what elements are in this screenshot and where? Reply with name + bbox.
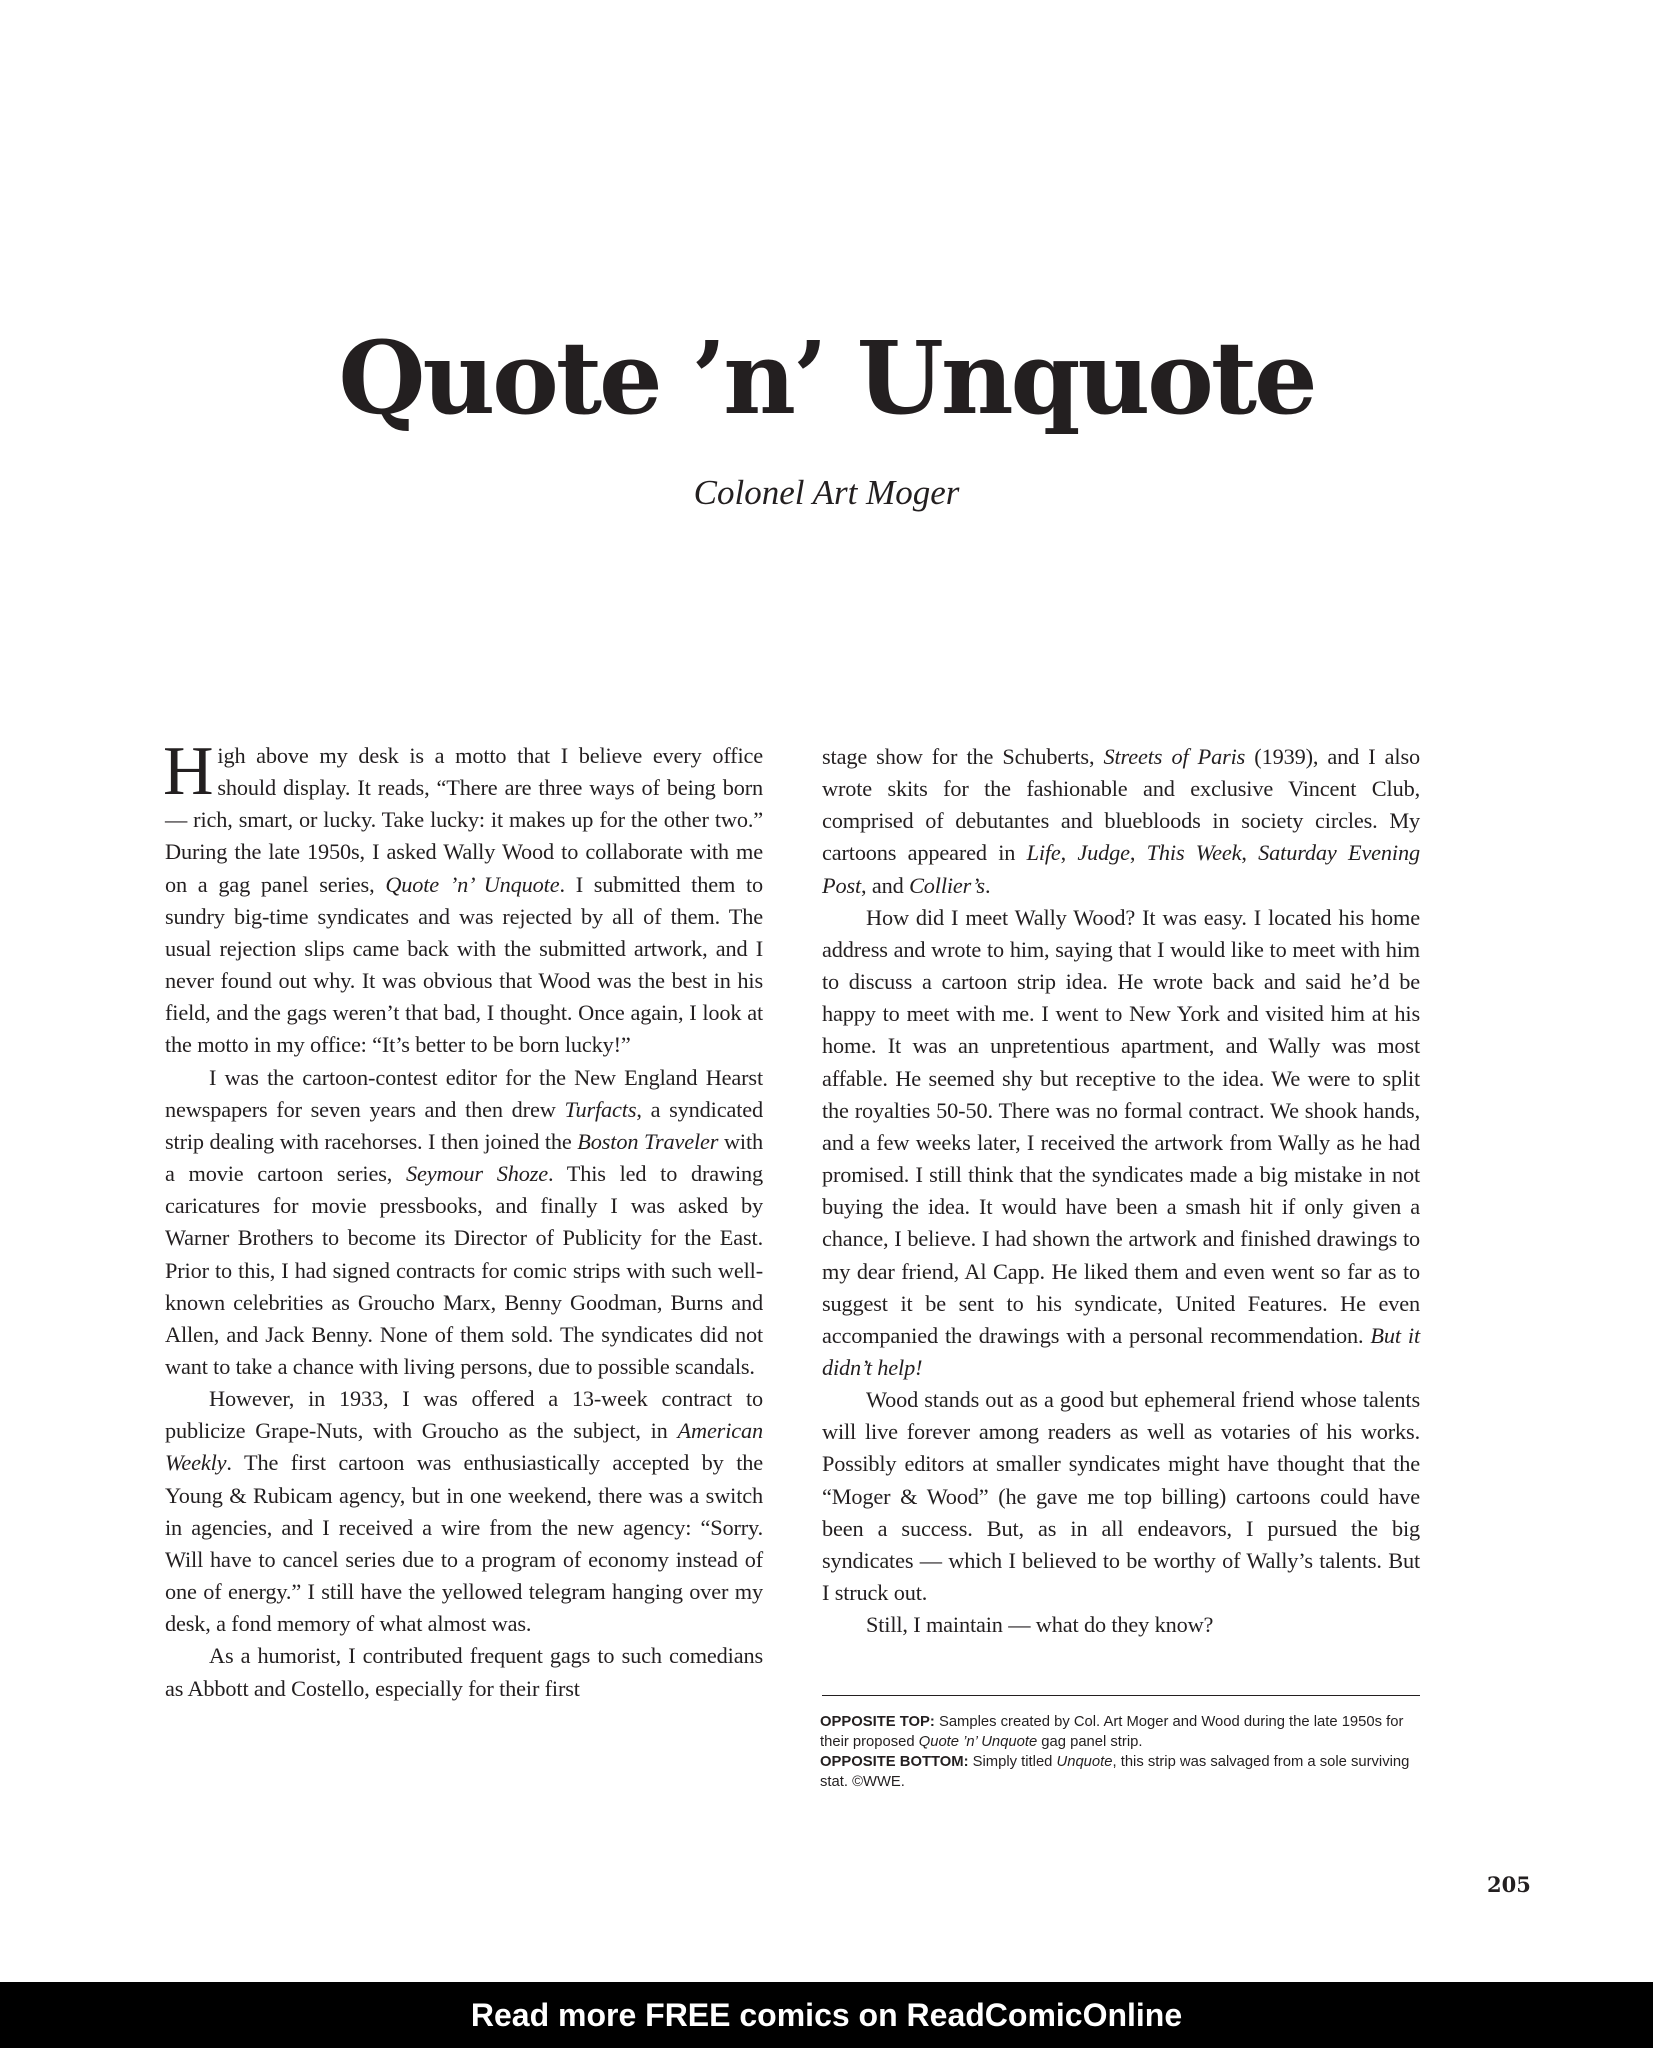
caption-text: Simply titled bbox=[968, 1754, 1057, 1770]
paragraph-text: , bbox=[1241, 840, 1259, 866]
article-paragraph bbox=[822, 741, 1420, 902]
article-paragraph bbox=[165, 1383, 763, 1640]
paragraph-text: stage show for the Schuberts, bbox=[822, 744, 1104, 769]
caption-top bbox=[820, 1712, 1420, 1752]
italic-emphasis: But it didn’t help! bbox=[822, 1322, 1421, 1380]
paragraph-text: Still, I maintain — what do they know? bbox=[866, 1612, 1214, 1638]
paragraph-text: However, in 1933, I was offered a 13-week contract to publicize Grape-Nuts, with Groucho as the subject, in bbox=[165, 1386, 763, 1444]
caption-label: OPPOSITE BOTTOM: bbox=[820, 1754, 969, 1770]
caption-text: Samples created by Col. Art Moger and Wood during the late 1950s for their proposed bbox=[820, 1714, 1404, 1750]
paragraph-text: How did I meet Wally Wood? It was easy. I located his home address and wrote to him, saying that I would like to meet with him to discuss a cartoon strip idea. He wrote back and said he’d be happy to meet with me. I went to New York and visited him at his home. It was an unpretentious apartment, and Wally was most affable. He seemed shy but receptive to the idea. We were to split the royalties 50-50. There was no formal contract. We shook hands, and a few weeks later, I received the artwork from Wally as he had promised. I still think that the syndicates made a big mistake in not buying the idea. It would have been a smash hit if only given a chance, I believe. I had shown the artwork and finished drawings to my dear friend, Al Capp. He liked them and even went so far as to suggest it be sent to his syndicate, United Features. He even accompanied the drawings with a personal recommendation. bbox=[822, 904, 1420, 1348]
italic-title: Judge bbox=[1077, 840, 1130, 866]
paragraph-text: , a syndicated strip dealing with racehorses. I then joined the bbox=[165, 1096, 763, 1154]
paragraph-text: with a movie cartoon series, bbox=[165, 1128, 763, 1187]
drop-cap: H bbox=[163, 733, 214, 810]
article-paragraph bbox=[822, 1609, 1420, 1641]
italic-title: Saturday Evening Post bbox=[822, 840, 1420, 898]
promo-banner[interactable] bbox=[0, 1982, 1653, 2048]
article-paragraph bbox=[165, 1640, 763, 1704]
italic-title: Streets of Paris bbox=[1103, 744, 1246, 769]
paragraph-text: Wood stands out as a good but ephemeral friend whose talents will live forever among readers as well as votaries of his works. Possibly editors at smaller syndicates might have thought that the “Moger & Wood” (he gave me top billing) cartoons could have been a success. But, as in all endeavors, I pursued the big syndicates — which I believed to be worthy of Wally’s talents. But I struck out. bbox=[822, 1387, 1420, 1606]
paragraph-text: igh above my desk is a motto that I believe every office should display. It reads, “There are three ways of being born — rich, smart, or lucky. Take lucky: it makes up for the other two.” During the late 1950s, I asked Wally Wood to collaborate with me on a gag panel series, bbox=[165, 743, 763, 897]
paragraph-text: . The first cartoon was enthusiastically accepted by the Young & Rubicam agency, but in one weekend, there was a switch in agencies, and I received a wire from the new agency: “Sorry. Will have to cancel series due to a program of economy instead of one of energy.” I still have the yellowed telegram hanging over my desk, a fond memory of what almost was. bbox=[165, 1450, 763, 1637]
caption-italic: Unquote bbox=[1056, 1754, 1113, 1770]
article-paragraph bbox=[163, 733, 763, 1062]
italic-title: American Weekly bbox=[165, 1418, 763, 1476]
paragraph-text: (1939), and I also wrote skits for the fashionable and exclusive Vincent Club, comprised of debutantes and bluebloods in society circles. My cartoons appeared in bbox=[822, 744, 1420, 866]
italic-title: Quote ’n’ Unquote bbox=[385, 871, 560, 897]
image-caption bbox=[820, 1712, 1420, 1792]
caption-italic: Quote ’n’ Unquote bbox=[918, 1734, 1038, 1750]
paragraph-text: As a humorist, I contributed frequent gags to such comedians as Abbott and Costello, especially for their first bbox=[165, 1643, 763, 1701]
article-paragraph bbox=[822, 1384, 1420, 1609]
paragraph-text: I was the cartoon-contest editor for the New England Hearst newspapers for seven years and then drew bbox=[165, 1064, 763, 1122]
caption-divider bbox=[822, 1695, 1420, 1696]
italic-title: Life bbox=[1026, 840, 1061, 866]
caption-text: gag panel strip. bbox=[1037, 1734, 1143, 1750]
paragraph-text: , bbox=[1129, 840, 1147, 866]
caption-label: OPPOSITE TOP: bbox=[820, 1714, 935, 1730]
article-column-left bbox=[163, 733, 763, 1705]
article-paragraph bbox=[822, 902, 1420, 1384]
paragraph-text: . bbox=[984, 872, 991, 898]
article-paragraph bbox=[165, 1062, 763, 1384]
page-number: 205 bbox=[1487, 1872, 1531, 1897]
italic-title: Seymour Shoze bbox=[405, 1161, 548, 1187]
caption-bottom bbox=[820, 1752, 1420, 1792]
article-column-right bbox=[822, 741, 1420, 1641]
italic-title: Turfacts bbox=[564, 1096, 637, 1122]
article-title: Quote ’n’ Unquote bbox=[338, 319, 1315, 437]
paragraph-text: , bbox=[1060, 840, 1078, 866]
paragraph-text: . This led to drawing caricatures for movie pressbooks, and finally I was asked by Warner Brothers to become its Director of Publicity for the East. Prior to this, I had signed contracts for comic strips with such well-known celebrities as Groucho Marx, Benny Goodman, Burns and Allen, and Jack Benny. None of them sold. The syndicates did not want to take a chance with living persons, due to possible scandals. bbox=[165, 1161, 763, 1379]
italic-title: Boston Traveler bbox=[577, 1128, 719, 1154]
promo-banner-text[interactable]: Read more FREE comics on ReadComicOnline bbox=[470, 1997, 1183, 2033]
italic-title: Collier’s bbox=[909, 872, 985, 898]
italic-title: This Week bbox=[1146, 840, 1242, 866]
caption-text: , this strip was salvaged from a sole surviving stat. ©WWE. bbox=[820, 1754, 1410, 1790]
paragraph-text: , and bbox=[861, 872, 910, 898]
article-byline: Colonel Art Moger bbox=[693, 473, 960, 512]
paragraph-text: . I submitted them to sundry big-time syndicates and was rejected by all of them. The usual rejection slips came back with the submitted artwork, and I never found out why. It was obvious that Wood was the best in his field, and the gags weren’t that bad, I thought. Once again, I look at the motto in my office: “It’s better to be born lucky!” bbox=[165, 871, 763, 1058]
